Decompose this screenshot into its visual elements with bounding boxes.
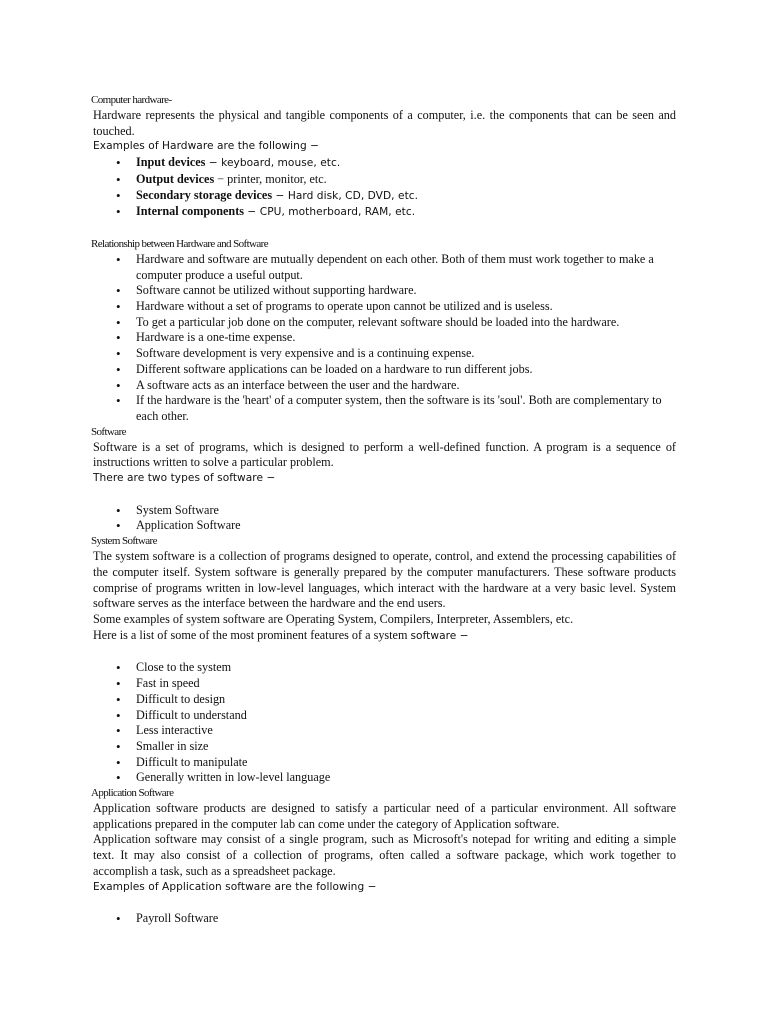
relationship-list <box>91 252 676 425</box>
list-item: • Payroll Software <box>136 911 676 927</box>
application-examples-list <box>91 911 676 927</box>
list-item: • Input devices − keyboard, mouse, etc. <box>136 155 676 172</box>
software-types-list <box>91 503 676 534</box>
hardware-examples-intro: Examples of Hardware are the following − <box>93 140 320 153</box>
hardware-intro: Hardware represents the physical and tangible components of a computer, i.e. the components that can be seen and touched. <box>93 108 676 138</box>
list-item: • Output devices − printer, monitor, etc. <box>136 172 676 188</box>
list-item: • Secondary storage devices − Hard disk, CD, DVD, etc. <box>136 188 676 205</box>
list-item: • Internal components − CPU, motherboard, RAM, etc. <box>136 204 676 221</box>
list-item: • Different software applications can be loaded on a hardware to run different jobs. <box>136 362 676 378</box>
list-item: • Difficult to manipulate <box>136 755 676 771</box>
list-item: • Application Software <box>136 518 676 534</box>
relationship-heading: Relationship between Hardware and Software <box>91 237 269 250</box>
list-item: • Hardware and software are mutually dependent on each other. Both of them must work together to make a computer produce a useful output. <box>136 252 676 283</box>
list-item: • Hardware is a one-time expense. <box>136 330 676 346</box>
list-item: • Close to the system <box>136 660 676 676</box>
application-software-heading: Application Software <box>91 787 174 800</box>
software-intro: Software is a set of programs, which is designed to perform a well-defined function. A program is a sequence of instructions written to solve a particular problem. <box>93 439 676 470</box>
software-types-intro: There are two types of software − <box>93 472 276 485</box>
list-item: • Less interactive <box>136 723 676 739</box>
list-item: • Hardware without a set of programs to operate upon cannot be utilized and is useless. <box>136 299 676 315</box>
list-item: • A software acts as an interface between the user and the hardware. <box>136 378 676 394</box>
system-software-para2: Some examples of system software are Operating System, Compilers, Interpreter, Assemblers, etc. <box>93 611 574 626</box>
system-software-heading: System Software <box>91 535 157 548</box>
hardware-list <box>91 155 676 221</box>
system-features-list <box>91 660 676 786</box>
software-heading: Software <box>91 425 126 438</box>
list-item: • If the hardware is the 'heart' of a computer system, then the software is its 'soul'. Both are complementary to each other. <box>136 393 676 424</box>
list-item: • Software cannot be utilized without supporting hardware. <box>136 283 676 299</box>
application-software-para1: Application software products are designed to satisfy a particular need of a particular environment. All software applications prepared in the computer lab can come under the category of Application software. <box>93 801 676 831</box>
list-item: • Software development is very expensive and is a continuing expense. <box>136 346 676 362</box>
list-item: • Fast in speed <box>136 676 676 692</box>
system-software-features-intro: Here is a list of some of the most prominent features of a system software − <box>93 627 469 642</box>
list-item: • System Software <box>136 503 676 519</box>
list-item: • To get a particular job done on the computer, relevant software should be loaded into the hardware. <box>136 315 676 331</box>
application-examples-intro: Examples of Application software are the following − <box>93 880 377 893</box>
list-item: • Smaller in size <box>136 739 676 755</box>
list-item: • Difficult to understand <box>136 708 676 724</box>
list-item: • Generally written in low-level language <box>136 770 676 786</box>
application-software-para2: Application software may consist of a single program, such as Microsoft's notepad for writing and editing a simple text. It may also consist of a collection of programs, often called a software package, which work together to accomplish a task, such as a spreadsheet package. <box>93 832 676 878</box>
list-item: • Difficult to design <box>136 692 676 708</box>
system-software-para1: The system software is a collection of programs designed to operate, control, and extend the processing capabilities of the computer itself. System software is generally prepared by the computer manufacturers. These software products comprise of programs written in low-level languages, which interact with the hardware at a very basic level. System software serves as the interface between the hardware and the end users. <box>93 549 676 611</box>
hardware-heading: Computer hardware- <box>91 94 172 106</box>
